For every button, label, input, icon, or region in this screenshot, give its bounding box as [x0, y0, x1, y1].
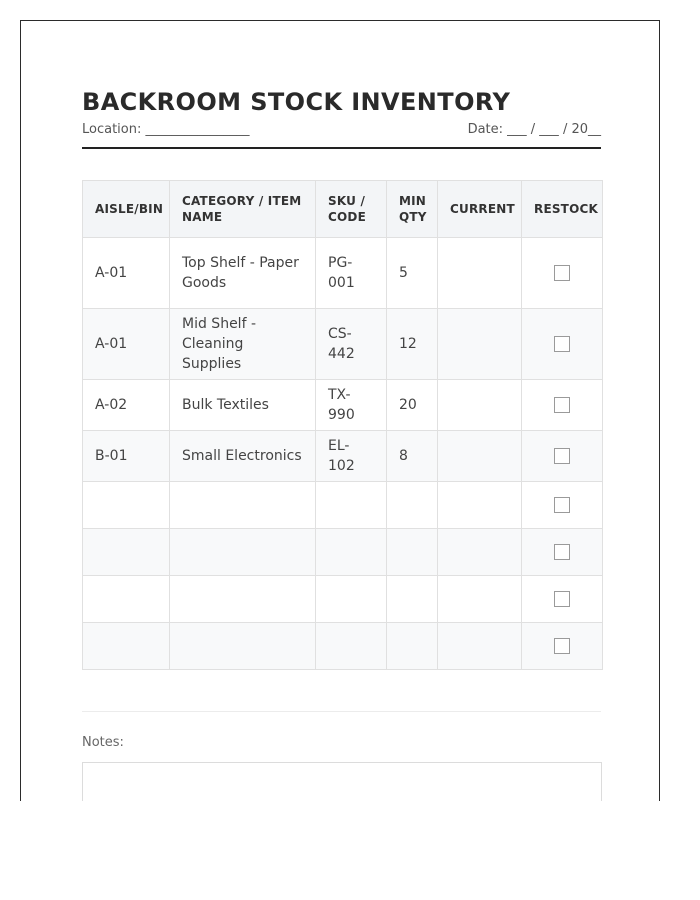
table-row: [83, 482, 603, 529]
sku-cell[interactable]: [316, 623, 387, 670]
sheet-content: [82, 87, 601, 801]
date-field[interactable]: Date: ___ / ___ / 20__: [467, 122, 601, 137]
min-qty-cell: 12: [387, 309, 438, 380]
min-qty-cell[interactable]: [387, 623, 438, 670]
aisle-cell[interactable]: [83, 623, 170, 670]
restock-checkbox[interactable]: [554, 497, 570, 513]
restock-checkbox[interactable]: [554, 591, 570, 607]
location-field[interactable]: Location: ________________: [82, 122, 250, 137]
sku-cell[interactable]: [316, 576, 387, 623]
table-row: [83, 576, 603, 623]
sku-cell: CS-442: [316, 309, 387, 380]
current-cell[interactable]: [438, 529, 522, 576]
item-cell: Mid Shelf - Cleaning Supplies: [170, 309, 316, 380]
restock-cell: [522, 431, 603, 482]
table-row: [83, 431, 603, 482]
sku-cell[interactable]: [316, 529, 387, 576]
notes-label: Notes:: [82, 735, 124, 750]
current-cell[interactable]: [438, 576, 522, 623]
aisle-cell[interactable]: [83, 576, 170, 623]
table-row: [83, 380, 603, 431]
current-cell[interactable]: [438, 623, 522, 670]
sku-cell[interactable]: [316, 482, 387, 529]
min-qty-cell: 5: [387, 238, 438, 309]
restock-checkbox[interactable]: [554, 544, 570, 560]
header-current: CURRENT: [438, 181, 522, 238]
item-cell[interactable]: [170, 623, 316, 670]
current-cell[interactable]: [438, 431, 522, 482]
section-divider: [82, 711, 601, 712]
header-min-qty: MIN QTY: [387, 181, 438, 238]
table-row: [83, 309, 603, 380]
page-title: BACKROOM STOCK INVENTORY: [82, 88, 511, 116]
item-cell[interactable]: [170, 529, 316, 576]
aisle-cell: A-01: [83, 238, 170, 309]
restock-checkbox[interactable]: [554, 336, 570, 352]
min-qty-cell: 8: [387, 431, 438, 482]
table-header-row: [83, 181, 603, 238]
header-aisle-bin: AISLE/BIN: [83, 181, 170, 238]
restock-checkbox[interactable]: [554, 397, 570, 413]
item-cell: Small Electronics: [170, 431, 316, 482]
inventory-table: [82, 180, 603, 670]
sku-cell: TX-990: [316, 380, 387, 431]
min-qty-cell[interactable]: [387, 576, 438, 623]
restock-checkbox[interactable]: [554, 638, 570, 654]
header-restock: RESTOCK: [522, 181, 603, 238]
aisle-cell[interactable]: [83, 529, 170, 576]
min-qty-cell: 20: [387, 380, 438, 431]
table-row: [83, 238, 603, 309]
current-cell[interactable]: [438, 482, 522, 529]
restock-cell: [522, 309, 603, 380]
min-qty-cell[interactable]: [387, 482, 438, 529]
restock-cell: [522, 482, 603, 529]
table-row: [83, 623, 603, 670]
min-qty-cell[interactable]: [387, 529, 438, 576]
aisle-cell[interactable]: [83, 482, 170, 529]
restock-cell: [522, 380, 603, 431]
restock-cell: [522, 623, 603, 670]
item-cell: Top Shelf - Paper Goods: [170, 238, 316, 309]
sku-cell: EL-102: [316, 431, 387, 482]
restock-checkbox[interactable]: [554, 265, 570, 281]
restock-cell: [522, 529, 603, 576]
current-cell[interactable]: [438, 380, 522, 431]
header-category-item-name: CATEGORY / ITEM NAME: [170, 181, 316, 238]
restock-cell: [522, 238, 603, 309]
table-row: [83, 529, 603, 576]
restock-checkbox[interactable]: [554, 448, 570, 464]
item-cell[interactable]: [170, 482, 316, 529]
item-cell: Bulk Textiles: [170, 380, 316, 431]
notes-field[interactable]: [82, 762, 602, 801]
aisle-cell: B-01: [83, 431, 170, 482]
header-sku-code: SKU / CODE: [316, 181, 387, 238]
sheet-meta: [82, 122, 601, 149]
inventory-sheet: [20, 20, 660, 801]
aisle-cell: A-02: [83, 380, 170, 431]
current-cell[interactable]: [438, 309, 522, 380]
sku-cell: PG-001: [316, 238, 387, 309]
aisle-cell: A-01: [83, 309, 170, 380]
restock-cell: [522, 576, 603, 623]
current-cell[interactable]: [438, 238, 522, 309]
item-cell[interactable]: [170, 576, 316, 623]
